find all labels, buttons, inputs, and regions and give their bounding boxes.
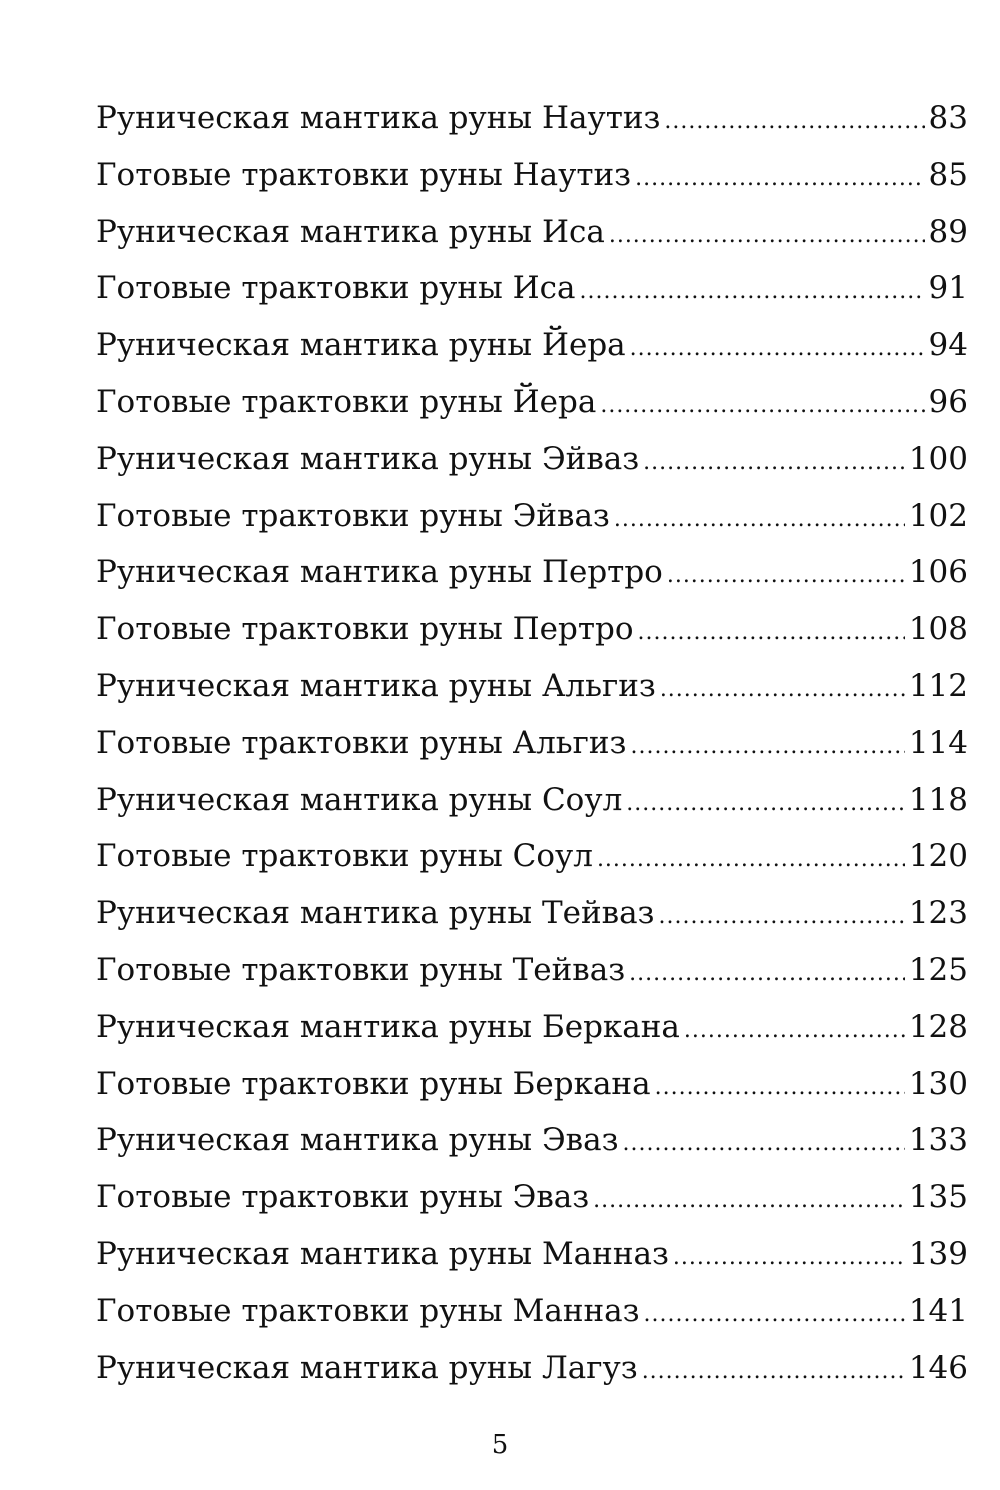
toc-entry-page: 146: [908, 1349, 968, 1386]
toc-entry: [96, 204, 968, 261]
dot-leader: [655, 1060, 905, 1117]
toc-entry-title: Готовые трактовки руны Иса: [96, 270, 576, 307]
toc-entry: [96, 488, 968, 545]
toc-entry-title: Готовые трактовки руны Беркана: [96, 1065, 651, 1102]
toc-entry-page: 135: [908, 1179, 968, 1216]
toc-entry-title: Руническая мантика руны Тейваз: [96, 895, 655, 932]
toc-entry: [96, 715, 968, 772]
toc-entry-page: 133: [908, 1122, 968, 1159]
toc-entry: [96, 544, 968, 601]
dot-leader: [626, 776, 905, 833]
toc-entry: [96, 1340, 968, 1397]
toc-entry-title: Готовые трактовки руны Манназ: [96, 1292, 640, 1329]
dot-leader: [643, 435, 905, 492]
toc-entry-page: 102: [908, 497, 968, 534]
page-number: 5: [491, 1430, 509, 1460]
toc-entry-page: 112: [908, 667, 968, 704]
toc-entry-page: 106: [908, 554, 968, 591]
toc-entry-page: 141: [908, 1292, 968, 1329]
toc-entry: [96, 374, 968, 431]
toc-entry-page: 128: [908, 1008, 968, 1045]
dot-leader: [664, 94, 924, 151]
toc-entry-title: Руническая мантика руны Манназ: [96, 1235, 669, 1272]
toc-entry-title: Руническая мантика руны Альгиз: [96, 667, 656, 704]
dot-leader: [609, 208, 925, 265]
toc-entry-page: 85: [928, 156, 968, 193]
toc-entry-title: Руническая мантика руны Лагуз: [96, 1349, 638, 1386]
toc-entry: [96, 260, 968, 317]
dot-leader: [629, 946, 905, 1003]
toc-entry-title: Готовые трактовки руны Тейваз: [96, 951, 626, 988]
toc-entry-title: Руническая мантика руны Иса: [96, 213, 605, 250]
toc-entry-title: Готовые трактовки руны Пертро: [96, 611, 634, 648]
toc-entry: [96, 317, 968, 374]
toc-entry-page: 108: [908, 611, 968, 648]
toc-entry-title: Руническая мантика руны Йера: [96, 327, 626, 364]
dot-leader: [600, 378, 924, 435]
toc-entry-page: 94: [928, 327, 968, 364]
toc-entry: [96, 658, 968, 715]
toc-entry: [96, 1226, 968, 1283]
dot-leader: [673, 1230, 905, 1287]
toc-entry-page: 114: [908, 724, 968, 761]
toc-entry-page: 118: [908, 781, 968, 818]
toc-entry-title: Готовые трактовки руны Эваз: [96, 1179, 590, 1216]
table-of-contents: [96, 90, 968, 1396]
dot-leader: [644, 1287, 905, 1344]
dot-leader: [660, 662, 905, 719]
toc-entry: [96, 1169, 968, 1226]
toc-entry-title: Руническая мантика руны Пертро: [96, 554, 663, 591]
toc-entry-title: Готовые трактовки руны Йера: [96, 383, 597, 420]
toc-entry-title: Руническая мантика руны Беркана: [96, 1008, 680, 1045]
toc-entry: [96, 828, 968, 885]
toc-entry: [96, 1283, 968, 1340]
dot-leader: [684, 1003, 905, 1060]
toc-entry-title: Руническая мантика руны Эваз: [96, 1122, 619, 1159]
toc-entry-title: Готовые трактовки руны Эйваз: [96, 497, 610, 534]
toc-entry-page: 139: [908, 1235, 968, 1272]
dot-leader: [593, 1173, 905, 1230]
toc-entry-title: Руническая мантика руны Эйваз: [96, 440, 640, 477]
toc-entry: [96, 885, 968, 942]
toc-entry: [96, 772, 968, 829]
dot-leader: [597, 832, 905, 889]
toc-entry-title: Руническая мантика руны Соул: [96, 781, 623, 818]
toc-entry-title: Готовые трактовки руны Альгиз: [96, 724, 627, 761]
dot-leader: [623, 1116, 905, 1173]
dot-leader: [642, 1344, 905, 1401]
dot-leader: [580, 264, 925, 321]
toc-entry-page: 83: [928, 100, 968, 136]
toc-entry: [96, 1112, 968, 1169]
toc-entry-page: 123: [908, 895, 968, 932]
dot-leader: [614, 492, 905, 549]
toc-entry-title: Руническая мантика руны Наутиз: [96, 100, 661, 136]
dot-leader: [630, 321, 925, 378]
toc-entry: [96, 942, 968, 999]
toc-entry-page: 125: [908, 951, 968, 988]
toc-entry-title: Готовые трактовки руны Наутиз: [96, 156, 632, 193]
dot-leader: [635, 151, 924, 208]
dot-leader: [630, 719, 904, 776]
toc-entry: [96, 1056, 968, 1113]
toc-entry: [96, 601, 968, 658]
toc-entry: [96, 999, 968, 1056]
toc-entry-page: 130: [908, 1065, 968, 1102]
toc-entry: [96, 90, 968, 147]
toc-entry-page: 120: [908, 838, 968, 875]
dot-leader: [667, 548, 905, 605]
toc-entry-title: Готовые трактовки руны Соул: [96, 838, 593, 875]
dot-leader: [658, 889, 904, 946]
toc-entry: [96, 147, 968, 204]
toc-entry: [96, 431, 968, 488]
toc-entry-page: 100: [908, 440, 968, 477]
dot-leader: [638, 605, 905, 662]
toc-entry-page: 89: [928, 213, 968, 250]
toc-entry-page: 96: [928, 383, 968, 420]
toc-entry-page: 91: [928, 270, 968, 307]
